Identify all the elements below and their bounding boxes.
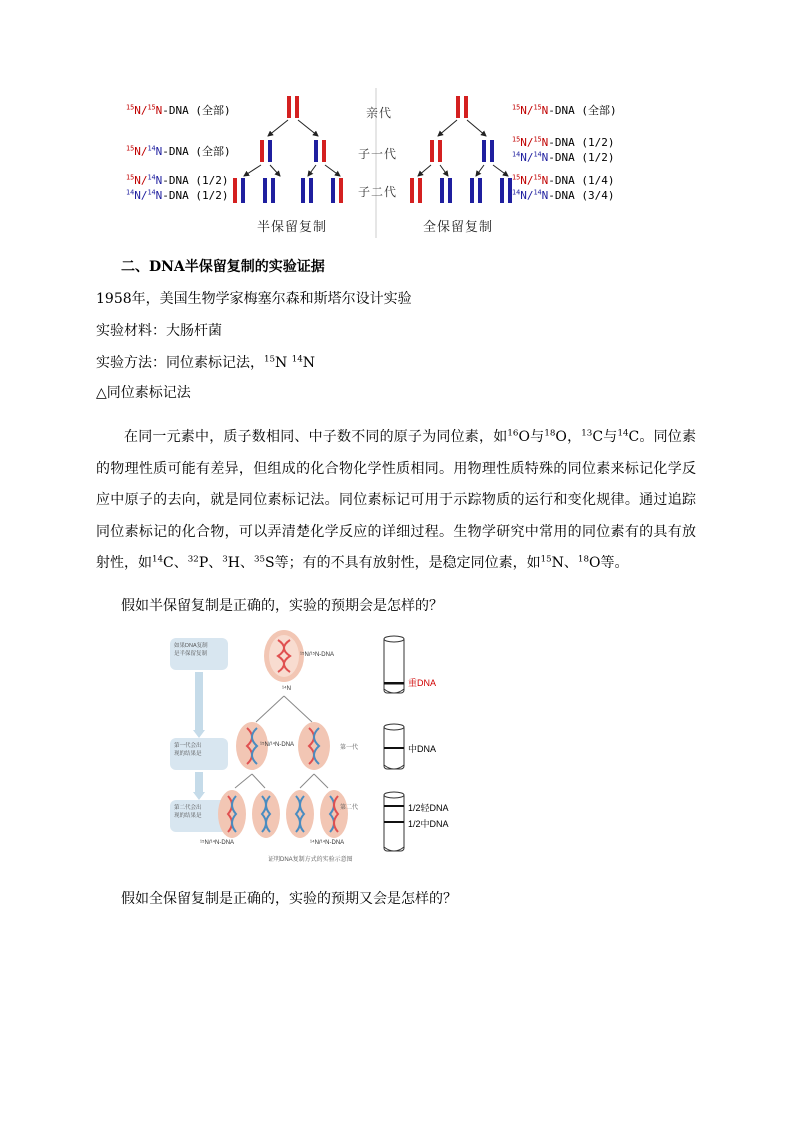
isotope-subheading: △同位素标记法 (96, 385, 191, 401)
experiment-material: 实验材料：大肠杆菌 (96, 323, 222, 339)
isotope-paragraph: 在同一元素中，质子数相同、中子数不同的原子为同位素，如$^{16}$O与$^{18}$O，$^{13}$C与$^{14}$C。同位素的物理性质可能有差异，但组成的化合物化学性质相同。用物理性质特殊的同位素来标记化学反应中原子的去向，就是同位素标记法。同位素标记可用于示踪物质的运行和变化规律。通过追踪同位素标记的化合物，可以弄清楚化学反应的详细过程。生物学研究中常用的同位素有的具有放射性，如$^{14}$C、$^{32}$P、$^3$H、$^{35}$S等；有的不具有放射性，是稳定同位素，如$^{15}$N、$^{18}$O等。 (96, 428, 697, 571)
generation-parent: 亲代 (366, 106, 393, 120)
replication-comparison-figure (120, 88, 640, 238)
left-isotope-label: $^{15}$N/$^{15}$N-DNA (全部) (126, 103, 231, 117)
tube-mixed (384, 792, 404, 851)
centrifuge-tubes (380, 635, 410, 865)
right-isotope-label: $^{15}$N/$^{15}$N-DNA (全部) (512, 103, 617, 117)
experiment-intro: 1958年，美国生物学家梅塞尔森和斯塔尔设计实验 (96, 291, 412, 307)
gen2-label: 第二代 (340, 805, 359, 811)
conservative-tree (410, 96, 512, 203)
gen2-right-dna-label: ¹⁴N/¹⁴N-DNA (310, 840, 345, 846)
section-heading: 二、DNA半保留复制的实验证据 (121, 259, 325, 275)
gen1-dna-label: ¹⁵N/¹⁴N-DNA (260, 742, 295, 748)
generation-first: 子一代 (358, 147, 398, 161)
question-conservative: 假如全保留复制是正确的，实验的预期又会是怎样的？ (121, 891, 457, 907)
experiment-method: 实验方法：同位素标记法，$^{15}$N $^{14}$N (96, 354, 316, 371)
flow-box-first-gen: 第一代会出 现的结果是 (174, 743, 202, 757)
left-isotope-label: $^{15}$N/$^{14}$N-DNA (全部) (126, 144, 231, 158)
figure2-caption: 证明DNA复制方式的实验示意图 (268, 857, 353, 863)
caption-semiconservative: 半保留复制 (257, 220, 328, 235)
generation-second: 子二代 (358, 185, 398, 199)
tube-heavy-label: 重DNA (408, 678, 437, 688)
medium-label: ¹⁴N (282, 686, 291, 692)
gen2-left-dna-label: ¹⁵N/¹⁴N-DNA (200, 840, 235, 846)
flow-box-hypothesis: 如果DNA复制 是半保留复制 (174, 643, 208, 657)
question-semiconservative: 假如半保留复制是正确的，实验的预期会是怎样的？ (121, 598, 443, 614)
left-isotope-label: $^{15}$N/$^{14}$N-DNA (1/2) (126, 173, 229, 187)
left-isotope-label: $^{14}$N/$^{14}$N-DNA (1/2) (126, 188, 229, 202)
tube-heavy (384, 636, 404, 693)
right-isotope-label: $^{15}$N/$^{15}$N-DNA (1/2) (512, 135, 615, 149)
caption-conservative: 全保留复制 (423, 220, 494, 235)
flow-box-second-gen: 第二代会出 现的结果是 (174, 805, 202, 819)
right-isotope-label: $^{14}$N/$^{14}$N-DNA (3/4) (512, 188, 615, 202)
tube-medium (384, 724, 404, 769)
tube-medium-label: 中DNA (408, 744, 437, 754)
tube-light-label: 1/2轻DNA (408, 803, 449, 813)
right-isotope-label: $^{15}$N/$^{15}$N-DNA (1/4) (512, 173, 615, 187)
parent-dna-label: ¹⁵N/¹⁵N-DNA (300, 652, 334, 658)
tube-mid-label: 1/2中DNA (408, 819, 449, 829)
right-isotope-label: $^{14}$N/$^{14}$N-DNA (1/2) (512, 150, 615, 164)
semiconservative-tree (233, 96, 343, 203)
gen1-label: 第一代 (340, 745, 359, 751)
